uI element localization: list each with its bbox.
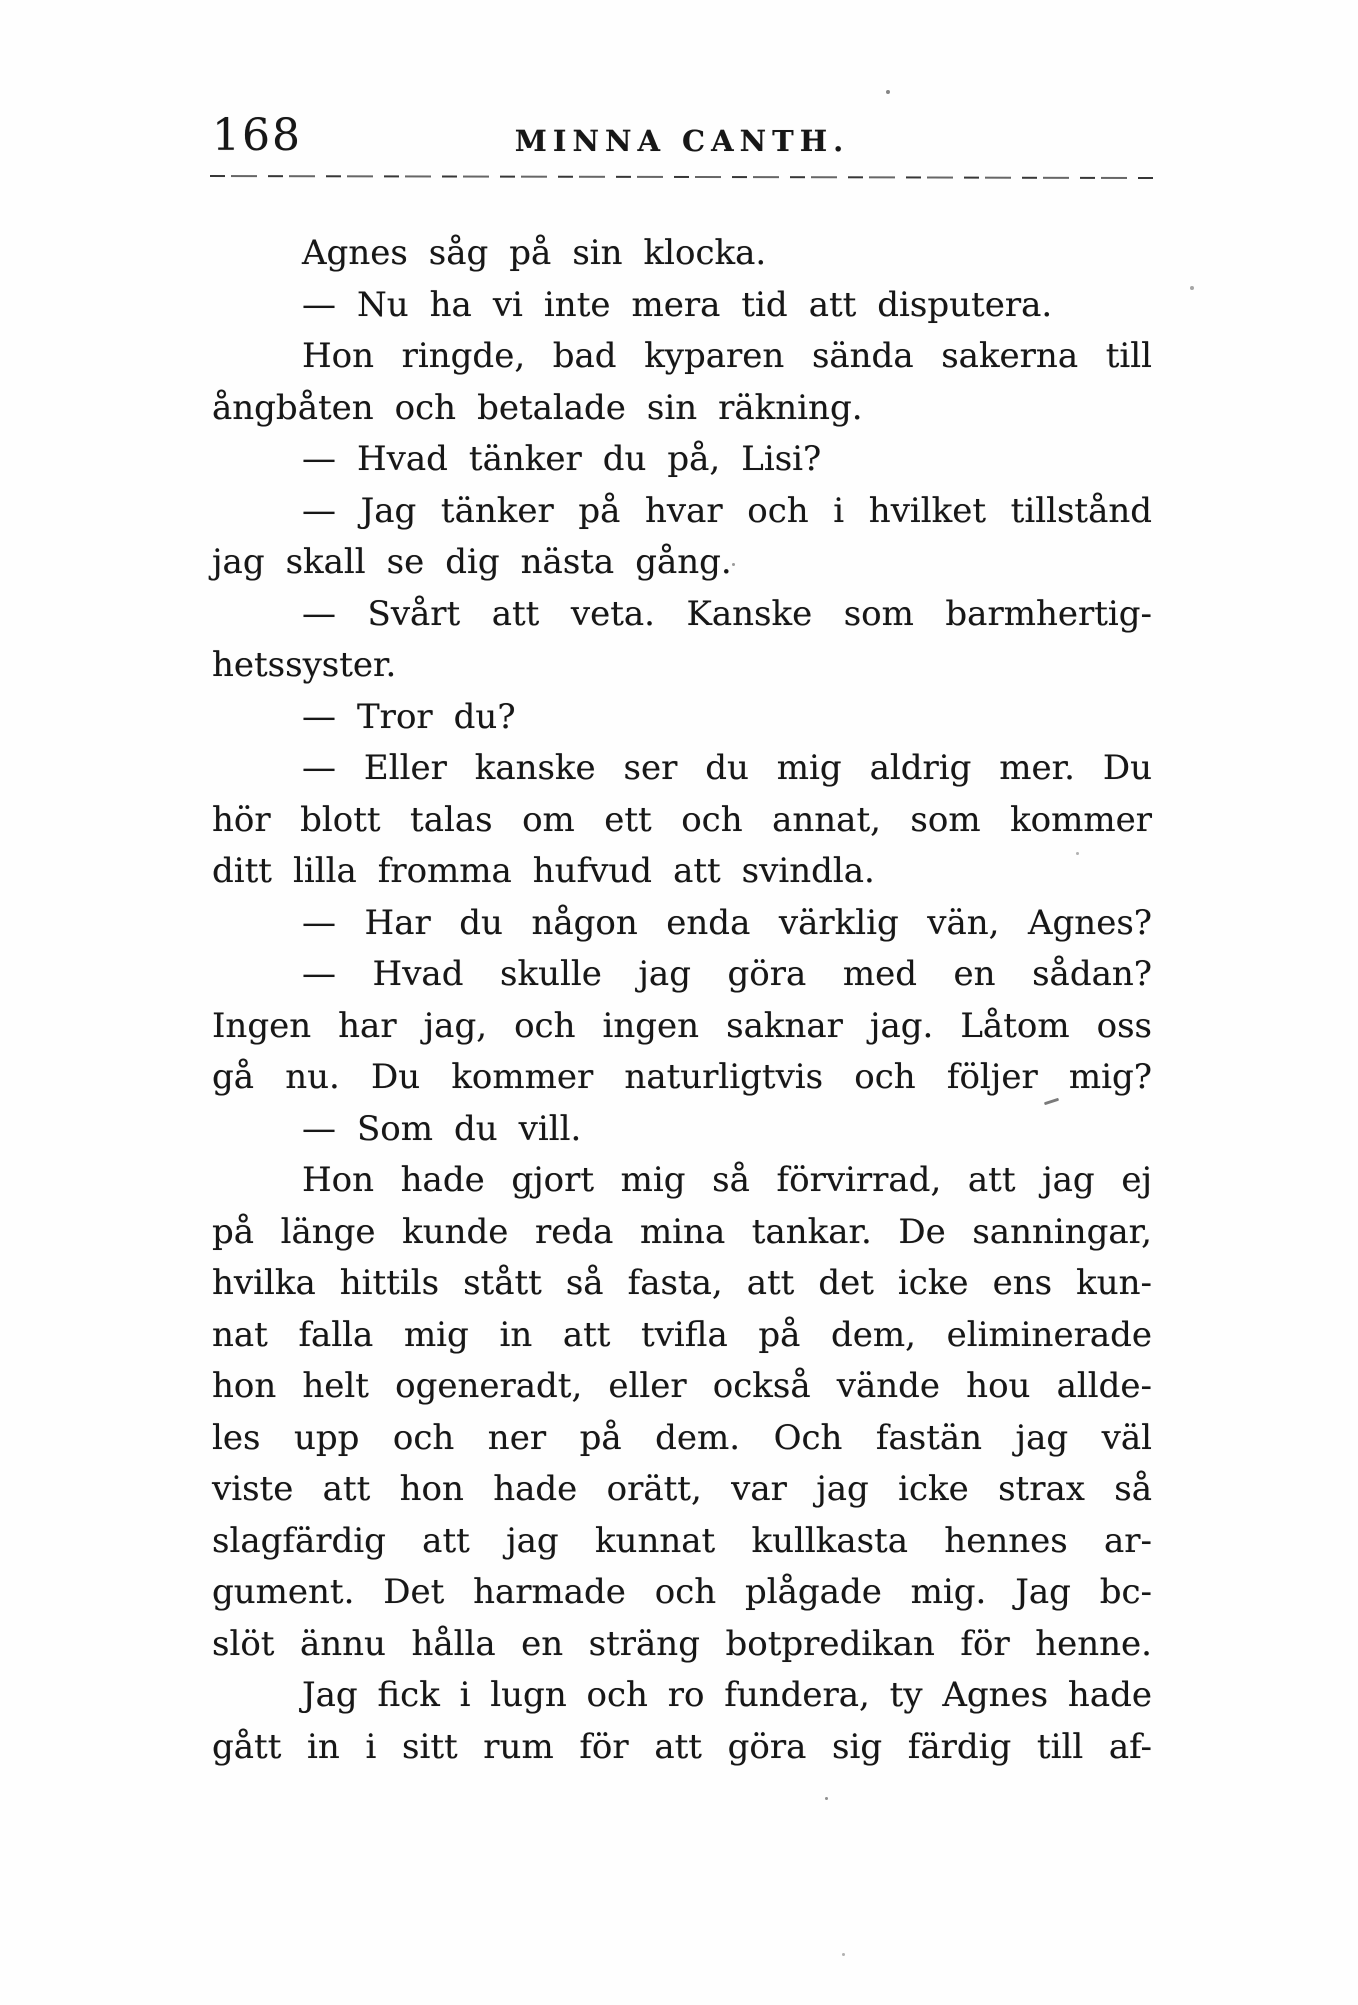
page-text <box>212 228 1152 1773</box>
text-line: slöt ännu hålla en sträng botpredikan för henne. <box>212 1623 1152 1664</box>
text-line: — Nu ha vi inte mera tid att disputera. <box>302 284 1053 325</box>
text-line: — Svårt att veta. Kanske som barmhertig- <box>302 593 1152 634</box>
header-rule <box>210 174 1154 179</box>
ink-speck <box>825 1797 828 1800</box>
page-number: 168 <box>212 110 302 161</box>
text-line: gå nu. Du kommer naturligtvis och följer mig? <box>212 1057 1152 1097</box>
ink-speck <box>1076 852 1079 855</box>
text-line: hör blott talas om ett och annat, som kommer <box>212 799 1152 840</box>
text-line: jag skall se dig nästa gång. <box>212 542 732 582</box>
text-line: Hon ringde, bad kyparen sända sakerna till <box>302 336 1152 376</box>
text-line: viste att hon hade orätt, var jag icke strax så <box>212 1469 1152 1509</box>
text-line: Agnes såg på sin klocka. <box>302 233 767 273</box>
text-line: på länge kunde reda mina tankar. De sanningar, <box>212 1211 1152 1252</box>
ink-speck <box>842 1953 845 1956</box>
text-line: — Tror du? <box>302 696 516 737</box>
ink-speck <box>732 563 735 566</box>
ink-speck <box>1190 286 1194 290</box>
text-line: Jag fick i lugn och ro fundera, ty Agnes hade <box>302 1675 1152 1715</box>
running-title: MINNA CANTH. <box>514 124 850 158</box>
text-line: — Som du vill. <box>302 1108 582 1149</box>
text-line: — Jag tänker på hvar och i hvilket tillstånd <box>302 490 1152 531</box>
text-line: hetssyster. <box>212 645 397 685</box>
text-line: ångbåten och betalade sin räkning. <box>212 387 863 428</box>
text-line: Ingen har jag, och ingen saknar jag. Låtom oss <box>212 1005 1152 1046</box>
text-line: gått in i sitt rum för att göra sig färdig till af- <box>212 1726 1152 1767</box>
text-line: les upp och ner på dem. Och fastän jag väl <box>212 1417 1152 1458</box>
text-line: slagfärdig att jag kunnat kullkasta hennes ar- <box>212 1520 1152 1561</box>
text-line: — Eller kanske ser du mig aldrig mer. Du <box>302 748 1152 788</box>
text-line: — Hvad skulle jag göra med en sådan? <box>302 954 1152 994</box>
text-line: gument. Det harmade och plågade mig. Jag bc- <box>212 1572 1152 1612</box>
text-line: — Har du någon enda värklig vän, Agnes? <box>302 902 1152 943</box>
page-header <box>212 98 1152 161</box>
text-line: hon helt ogeneradt, eller också vände hou allde- <box>212 1366 1152 1406</box>
ink-speck <box>886 90 890 94</box>
text-line: ditt lilla fromma hufvud att svindla. <box>212 851 875 891</box>
text-line: nat falla mig in att tvifla på dem, eliminerade <box>212 1314 1152 1355</box>
text-line: Hon hade gjort mig så förvirrad, att jag ej <box>302 1160 1152 1200</box>
text-line: hvilka hittils stått så fasta, att det icke ens kun- <box>212 1263 1152 1303</box>
text-line: — Hvad tänker du på, Lisi? <box>302 439 822 479</box>
